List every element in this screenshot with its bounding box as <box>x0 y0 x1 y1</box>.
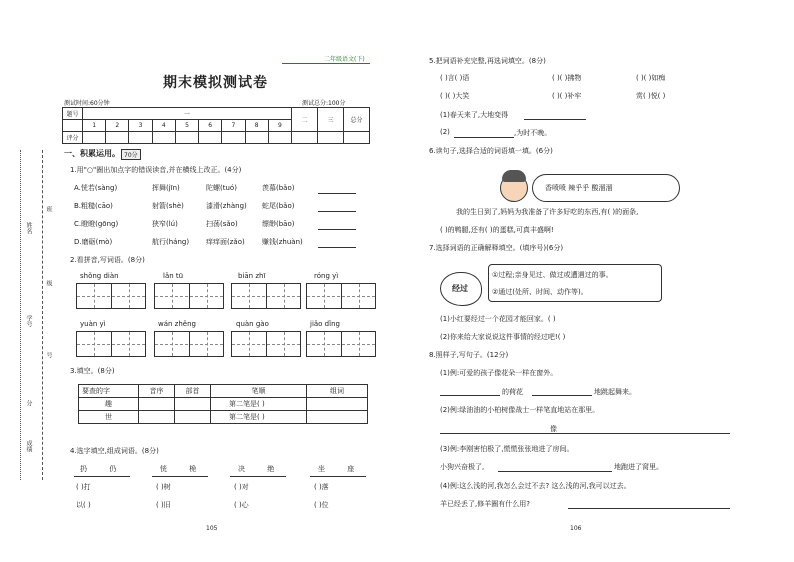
q8-example-2: (2)例:绿油油的小柏树像战士一样笔直地站在那里。 <box>440 406 600 414</box>
q1-option: D.磨砺(mò) <box>74 238 113 246</box>
writing-grid[interactable] <box>154 331 224 357</box>
q1-answer-line[interactable] <box>318 211 356 212</box>
q3-blank[interactable] <box>307 411 368 424</box>
q4-char: 仍 <box>109 465 127 473</box>
binding-class: 班 <box>45 206 52 212</box>
writing-grid[interactable] <box>76 331 146 357</box>
binding-fen: 分 <box>25 400 32 406</box>
exam-time: 测试时间:60分钟 <box>64 100 110 107</box>
q1-option: 扫荡(sǎo) <box>206 220 238 228</box>
q1-option: B.粗糙(cāo) <box>74 202 113 210</box>
binding-name: 姓名 <box>25 222 32 234</box>
binding-grade: 级 <box>45 280 52 286</box>
q7-definition-1: ①过程;亲身见过、做过或遭遇过的事。 <box>492 271 613 279</box>
exam-score: 测试总分:100分 <box>302 100 346 107</box>
q1-option: 陀螺(tuó) <box>206 184 237 192</box>
score-cell[interactable] <box>268 132 291 144</box>
q5-idiom[interactable]: 赏( )悦( ) <box>636 92 666 100</box>
q4-rule <box>74 476 130 477</box>
q3-blank[interactable] <box>175 398 211 411</box>
q4-char: 坐 <box>318 465 335 473</box>
q6-prompt: 6.读句子,选择合适的词语填一填。(6分) <box>429 147 553 155</box>
writing-grid[interactable] <box>231 283 301 309</box>
q1-option: 挥舞(jīn) <box>152 184 180 192</box>
binding-line-2 <box>20 150 21 480</box>
score-cell[interactable] <box>292 132 318 144</box>
q3-prompt: 3.填空。(8分) <box>70 367 115 375</box>
binding-hao: 号 <box>45 352 52 358</box>
q5-idiom[interactable]: ( )( )大笑 <box>440 92 470 100</box>
q5-idiom[interactable]: ( )言( )语 <box>440 74 470 82</box>
score-cell[interactable] <box>106 132 129 144</box>
q8-like-word: 像 <box>550 425 557 433</box>
binding-line <box>42 150 43 480</box>
q4-item[interactable]: ( )心 <box>234 501 249 509</box>
score-cell[interactable] <box>344 132 370 144</box>
q5-prompt: 5.把词语补充完整,再选词填空。(8分) <box>429 57 546 65</box>
q1-answer-line[interactable] <box>318 193 356 194</box>
q7-sentence-2: (2)你来给大家说说这件事情的经过吧!( ) <box>440 333 566 341</box>
grade-tag: 二年级语文(下) <box>324 56 365 63</box>
q1-option: 赚钱(zhuàn) <box>262 238 303 246</box>
q3-blank[interactable] <box>175 411 211 424</box>
q3-stroke: 第二笔是( ) <box>211 398 307 411</box>
q5-idiom[interactable]: ( )( )如痴 <box>636 74 666 82</box>
q8-blank-1b[interactable] <box>532 395 592 396</box>
score-cell[interactable] <box>222 132 245 144</box>
q5-sentence-2-end: ,为时不晚。 <box>514 129 552 137</box>
q8-tail-3: 地跑进了窝里。 <box>614 463 663 471</box>
q2-pinyin: lǎn tū <box>163 272 184 280</box>
q5-sentence-2-start: (2) <box>440 128 450 136</box>
score-col: 6 <box>199 120 222 132</box>
writing-grid[interactable] <box>231 331 301 357</box>
q6-line-1: 我的生日到了,妈妈为我准备了许多好吃的东西,有( )的面条, <box>456 208 639 216</box>
q4-rule <box>230 476 286 477</box>
q6-line-2: ( )的鸭腿,还有( )的蛋糕,可真丰盛啊! <box>440 226 554 234</box>
score-cell[interactable] <box>129 132 152 144</box>
score-col: 4 <box>152 120 175 132</box>
score-table-row2-label: 评分 <box>63 132 83 144</box>
q4-item[interactable]: ( )位 <box>314 501 329 509</box>
q2-pinyin: wán zhěng <box>158 320 196 328</box>
q1-option: 航行(háng) <box>152 238 190 246</box>
score-col: 3 <box>129 120 152 132</box>
q3-table <box>78 384 368 424</box>
score-cell[interactable] <box>245 132 268 144</box>
q1-option: 狭窄(lú) <box>152 220 178 228</box>
q4-item[interactable]: ( )打 <box>76 483 91 491</box>
q4-char: 绝 <box>267 465 285 473</box>
q6-word-bank: 香喷喷 辣乎乎 酸溜溜 <box>545 184 613 192</box>
q4-char: 恍 <box>160 465 177 473</box>
score-col: 1 <box>83 120 106 132</box>
score-table-section-three: 三 <box>318 108 344 132</box>
left-page-number: 105 <box>206 525 218 532</box>
q7-prompt: 7.选择词语的正确解释填空。(填序号)(6分) <box>429 244 564 252</box>
q2-prompt: 2.看拼音,写词语。(8分) <box>70 256 145 264</box>
page-title: 期末模拟测试卷 <box>163 75 268 91</box>
header-rule <box>282 63 370 64</box>
q8-fill-1b: 的荷花 <box>502 388 523 396</box>
q2-pinyin: quàn gào <box>236 320 269 328</box>
score-cell[interactable] <box>175 132 198 144</box>
score-table <box>62 107 370 144</box>
q8-line-4: 羊已经丢了,修羊圈有什么用? <box>440 500 530 508</box>
q3-header: 组词 <box>307 385 368 398</box>
q4-char: 座 <box>347 465 365 473</box>
q7-definition-2: ②通过(处所、时间、动作等)。 <box>492 288 588 296</box>
q3-header: 音序 <box>139 385 175 398</box>
q2-pinyin: róng yì <box>314 272 339 280</box>
q4-item[interactable]: ( )对 <box>234 483 249 491</box>
q5-blank-2[interactable] <box>454 137 514 138</box>
q8-blank-4[interactable] <box>568 508 730 509</box>
score-table-row1-label: 题号 <box>63 108 83 120</box>
score-cell[interactable] <box>199 132 222 144</box>
q5-blank-1[interactable] <box>524 119 586 120</box>
q8-example-1: (1)例:可爱的孩子像花朵一样在窗外。 <box>440 369 558 377</box>
q8-line-3: 小狗兴奋极了, <box>440 463 485 471</box>
q1-option: 射箭(shè) <box>152 202 184 210</box>
q3-blank[interactable] <box>307 398 368 411</box>
q3-stroke: 第二笔是( ) <box>211 411 307 424</box>
q3-char: 世 <box>79 411 139 424</box>
score-cell[interactable] <box>152 132 175 144</box>
score-table-total: 总分 <box>344 108 370 132</box>
q5-sentence-1: (1)春天来了,大地变得 <box>440 111 509 119</box>
q5-idiom[interactable]: ( )( )补牢 <box>552 92 582 100</box>
section-one-points: 70分 <box>121 149 141 160</box>
q2-pinyin: biān zhī <box>238 272 266 280</box>
q3-blank[interactable] <box>139 398 175 411</box>
q3-blank[interactable] <box>139 411 175 424</box>
q8-blank-3[interactable] <box>498 471 612 472</box>
q1-option: 羡慕(bǎo) <box>262 184 295 192</box>
q8-prompt: 8.照样子,写句子。(12分) <box>429 351 509 359</box>
score-cell[interactable] <box>83 132 106 144</box>
score-col: 9 <box>268 120 291 132</box>
q4-char: 扔 <box>80 465 97 473</box>
writing-grid[interactable] <box>306 283 376 309</box>
q4-pair <box>318 464 364 474</box>
q4-item[interactable]: ( )旧 <box>156 501 171 509</box>
cartoon-hair-icon <box>502 170 526 182</box>
q8-example-3: (3)例:李刚害怕极了,慌慌张张地进了房间。 <box>440 445 574 453</box>
q4-rule <box>310 476 366 477</box>
score-col: 5 <box>175 120 198 132</box>
q2-pinyin: yuàn yì <box>80 320 106 328</box>
q1-option: 漆滑(zhàng) <box>206 202 247 210</box>
q4-prompt: 4.选字填空,组成词语。(8分) <box>70 447 159 455</box>
q8-example-4: (4)例:这么浅的河,我怎么会过不去? 这么浅的河,我可以过去。 <box>440 482 631 490</box>
q3-header: 笔顺 <box>211 385 307 398</box>
q1-option: 痒痒面(zǎo) <box>206 238 245 246</box>
score-table-section-two: 二 <box>292 108 318 132</box>
q4-pair <box>80 464 126 474</box>
q3-header: 要查的字 <box>79 385 139 398</box>
writing-grid[interactable] <box>154 283 224 309</box>
q4-char: 桅 <box>189 465 207 473</box>
binding-id: 学号 <box>25 315 32 327</box>
q1-option: 缥缈(bāo) <box>262 220 295 228</box>
q4-char: 决 <box>238 465 255 473</box>
q4-item[interactable]: ( )落 <box>314 483 329 491</box>
score-col: 8 <box>245 120 268 132</box>
q3-header: 部首 <box>175 385 211 398</box>
q1-answer-line[interactable] <box>318 247 356 248</box>
q7-sentence-1: (1)小红要经过一个花园才能回家。( ) <box>440 315 556 323</box>
section-one-heading: 一、积累运用。 <box>64 149 120 158</box>
score-table-section-one: 一 <box>83 108 292 120</box>
q4-pair <box>238 464 284 474</box>
right-page-number: 106 <box>570 525 582 532</box>
q1-option: C.瞪瞪(gōng) <box>74 220 119 228</box>
q4-item[interactable]: 以( ) <box>76 501 91 509</box>
q4-pair <box>160 464 206 474</box>
q1-option: A.恍若(sàng) <box>74 184 118 192</box>
q2-pinyin: shǒng diàn <box>80 272 119 280</box>
q4-item[interactable]: ( )树 <box>156 483 171 491</box>
binding-score: 成绩 <box>25 440 32 452</box>
q2-pinyin: jiǎo dǐng <box>310 320 340 328</box>
writing-grid[interactable] <box>76 283 146 309</box>
writing-grid[interactable] <box>306 331 376 357</box>
q1-answer-line[interactable] <box>318 229 356 230</box>
score-table-blank-label <box>63 120 83 132</box>
q5-idiom[interactable]: ( )( )拂物 <box>552 74 582 82</box>
q4-rule <box>152 476 208 477</box>
q3-char: 趣 <box>79 398 139 411</box>
q7-word: 经过 <box>452 284 468 293</box>
score-col: 7 <box>222 120 245 132</box>
q8-blank-2[interactable] <box>440 433 730 434</box>
score-col: 2 <box>106 120 129 132</box>
q1-option: 蛇尾(bǎo) <box>262 202 295 210</box>
score-cell[interactable] <box>318 132 344 144</box>
q8-blank-1a[interactable] <box>440 395 500 396</box>
q8-fill-1c: 地跳起舞来。 <box>594 388 636 396</box>
q1-prompt: 1.用"○"圈出加点字的错误读音,并在横线上改正。(4分) <box>70 166 242 174</box>
